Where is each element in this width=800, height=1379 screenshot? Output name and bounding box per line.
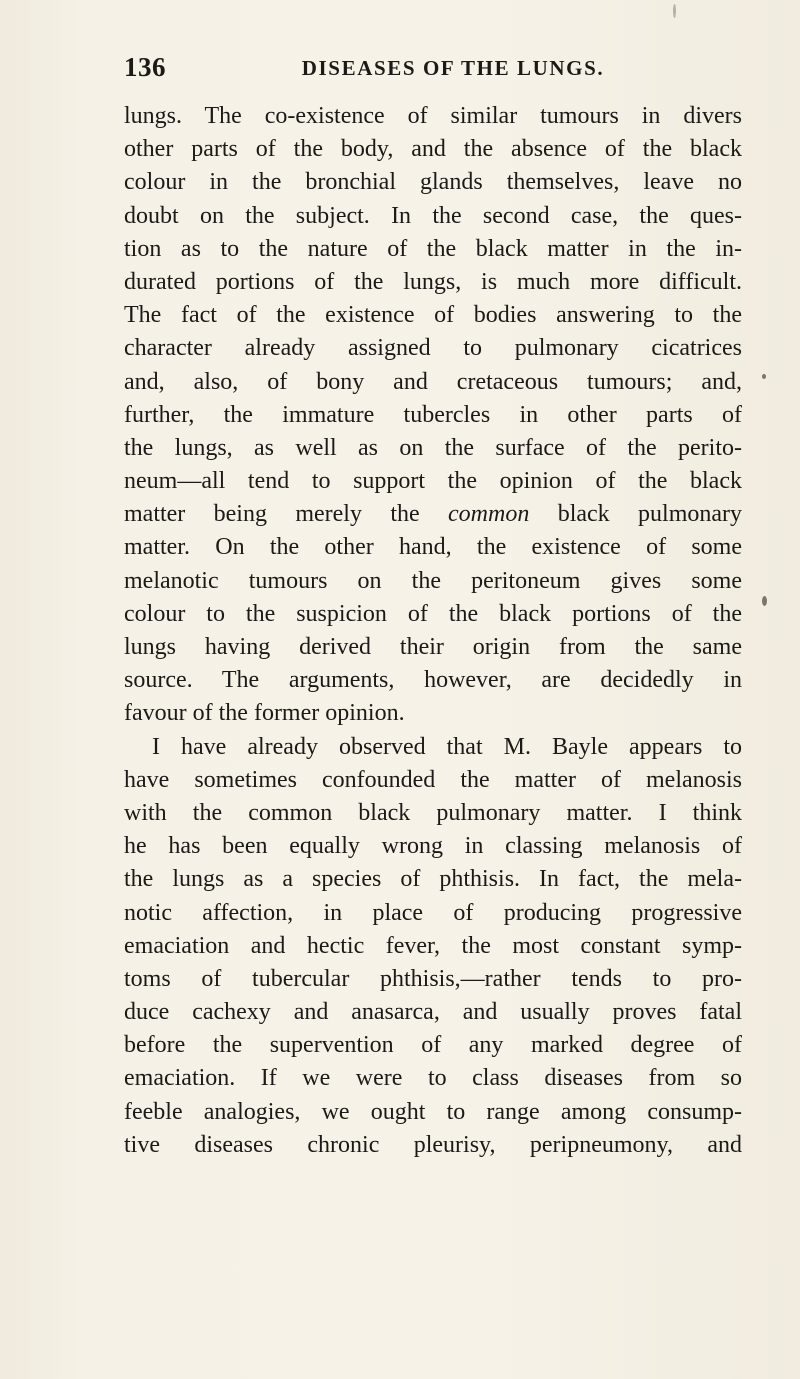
text-line: he has been equally wrong in classing melanosis of [124,833,742,860]
text-line: tive diseases chronic pleurisy, peripneumony, and [124,1131,742,1158]
text-line: duce cachexy and anasarca, and usually proves fatal [124,999,742,1026]
running-head: DISEASES OF THE LUNGS. [301,56,605,80]
page-header [124,52,742,92]
text-line: lungs having derived their origin from the same [124,634,742,660]
text-line: other parts of the body, and the absence of the black [124,136,742,163]
paragraph-start-line: I have already observed that M. Bayle appears to [152,733,742,760]
text-line: durated portions of the lungs, is much more difficult. [124,268,742,295]
paragraph-end-line: favour of the former opinion. [124,700,405,727]
body-text [124,100,742,1162]
ink-speck [762,596,767,606]
text-line: The fact of the existence of bodies answering to the [124,302,742,329]
text-line: have sometimes confounded the matter of melanosis [124,766,742,793]
text-line: matter. On the other hand, the existence of some [124,534,742,561]
text-line: doubt on the subject. In the second case, the ques- [124,202,742,229]
text-line: emaciation. If we were to class diseases from so [124,1065,742,1092]
text-line: colour to the suspicion of the black portions of the [124,600,742,627]
text-line: the lungs as a species of phthisis. In fact, the mela- [124,866,742,893]
ink-speck [762,374,766,379]
text-line: emaciation and hectic fever, the most constant symp- [124,932,742,959]
ink-speck [673,4,676,18]
text-line: before the supervention of any marked degree of [124,1032,742,1059]
page-number: 136 [124,52,166,82]
text-line: with the common black pulmonary matter. I think [124,799,742,826]
text-segment: matter being merely the [124,501,449,528]
text-line: toms of tubercular phthisis,—rather tends to pro- [124,965,742,992]
text-line: source. The arguments, however, are decidedly in [124,667,742,694]
text-line: melanotic tumours on the peritoneum gives some [124,567,742,594]
italic-word: common [448,501,530,528]
text-line-with-italic [124,498,742,531]
text-line: neum—all tend to support the opinion of the black [124,468,742,495]
text-line: tion as to the nature of the black matter in the in- [124,235,742,262]
text-line: and, also, of bony and cretaceous tumours; and, [124,368,742,395]
text-line: feeble analogies, we ought to range among consump- [124,1098,742,1125]
text-line: the lungs, as well as on the surface of the perito- [124,434,742,461]
text-line: colour in the bronchial glands themselves, leave no [124,169,742,196]
text-line: notic affection, in place of producing progressive [124,899,742,926]
text-line: lungs. The co-existence of similar tumours in divers [124,103,742,129]
text-line: further, the immature tubercles in other parts of [124,401,742,428]
text-segment: black pulmonary [529,501,743,528]
text-line: character already assigned to pulmonary cicatrices [124,335,742,362]
